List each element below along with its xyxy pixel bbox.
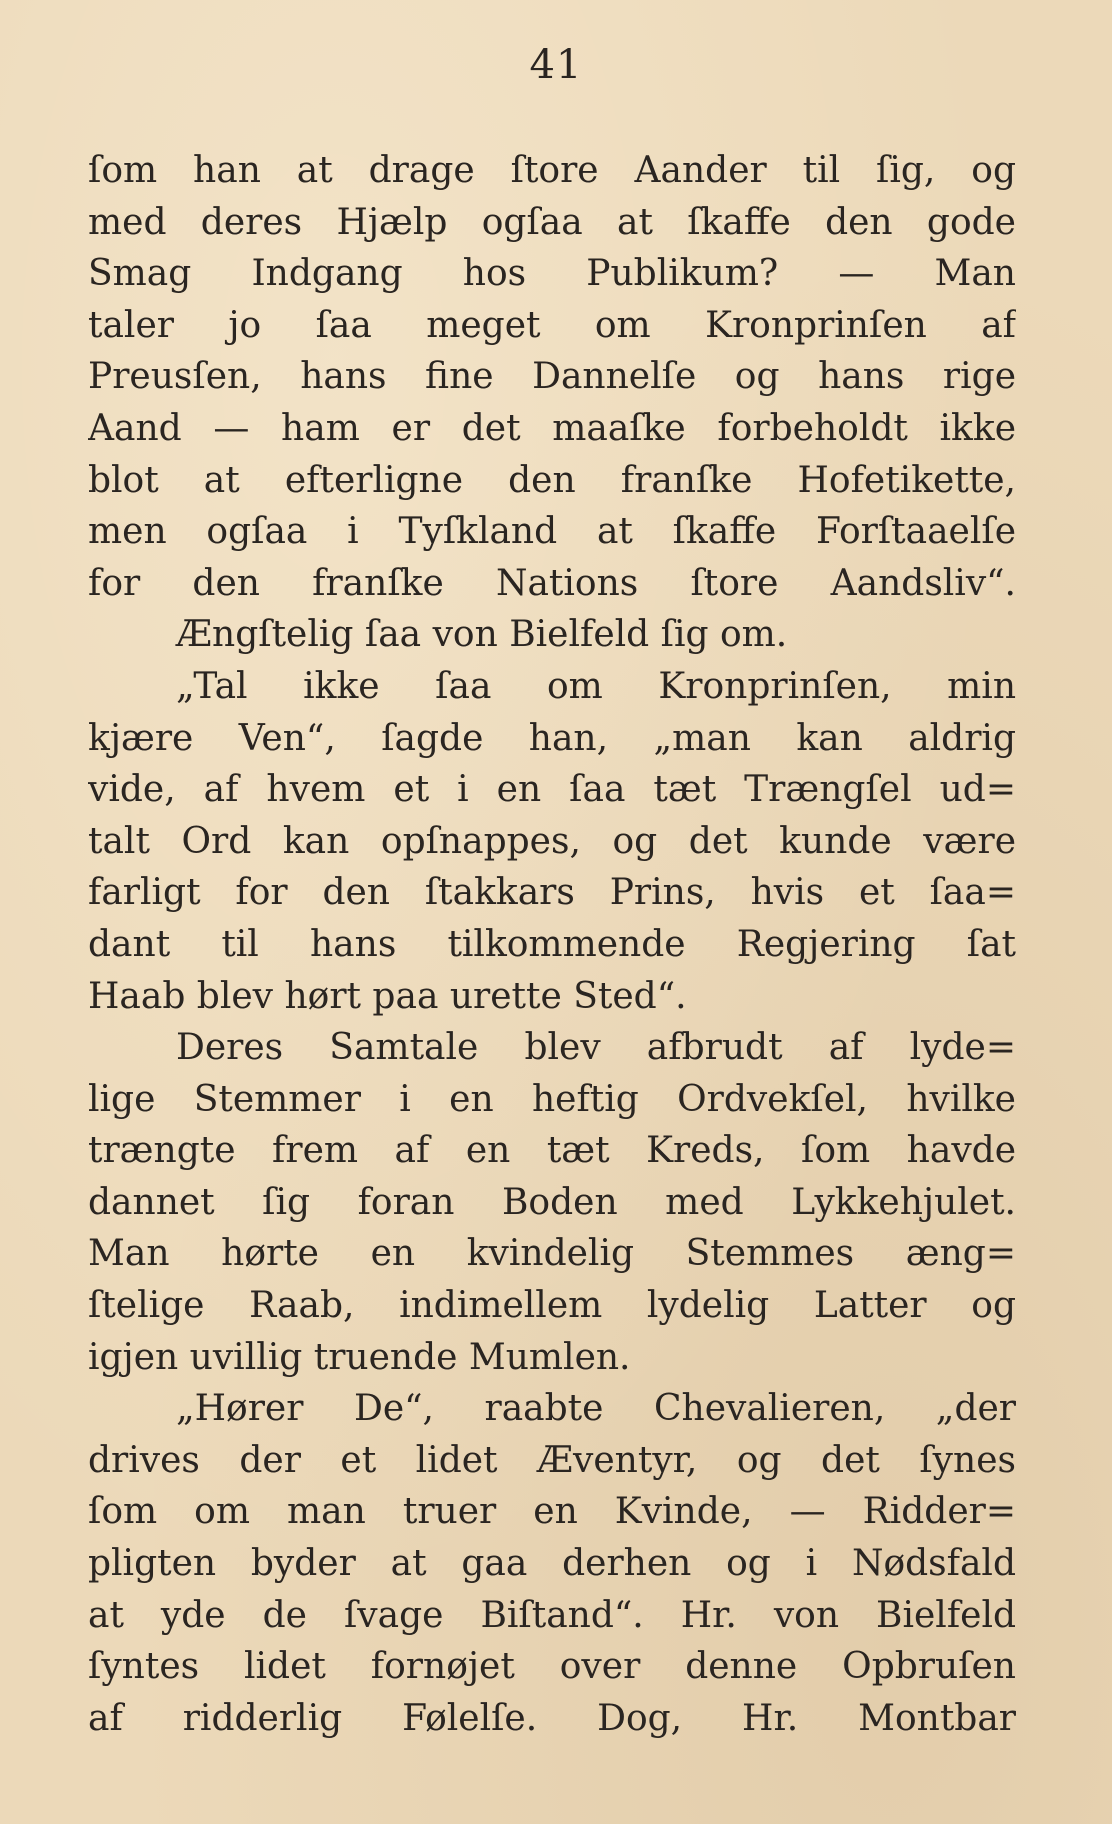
text-line: lige Stemmer i en heftig Ordvekſel, hvilke: [88, 1078, 1016, 1120]
text-line: ſom han at drage ſtore Aander til ſig, og: [88, 150, 1016, 191]
text-line: Smag Indgang hos Publikum? — Man: [88, 253, 1016, 295]
text-line: drives der et lidet Æventyr, og det ſynes: [88, 1439, 1016, 1481]
text-line: dant til hans tilkommende Regjering ſat: [88, 923, 1016, 965]
text-line: men ogſaa i Tyſkland at ſkaffe Forſtaaelſe: [88, 511, 1016, 553]
text-line: med deres Hjælp ogſaa at ſkaffe den gode: [88, 201, 1016, 243]
text-line: at yde de ſvage Biſtand“. Hr. von Bielfeld: [88, 1594, 1016, 1636]
text-line: for den franſke Nations ſtore Aandsliv“.: [88, 562, 1016, 604]
text-line: Preusſen, hans fine Dannelſe og hans rige: [88, 356, 1016, 398]
text-line: „Tal ikke ſaa om Kronprinſen, min: [176, 665, 1016, 707]
text-line: af ridderlig Følelſe. Dog, Hr. Montbar: [88, 1697, 1016, 1739]
text-line: Haab blev hørt paa urette Sted“.: [88, 975, 687, 1017]
text-line: ſyntes lidet fornøjet over denne Opbruſen: [88, 1646, 1016, 1688]
text-line: taler jo ſaa meget om Kronprinſen af: [88, 304, 1016, 346]
text-line: pligten byder at gaa derhen og i Nødsfald: [88, 1543, 1016, 1585]
text-line: igjen uvillig truende Mumlen.: [88, 1336, 631, 1378]
text-line: dannet ſig foran Boden med Lykkehjulet.: [88, 1181, 1016, 1223]
text-line: Aand — ham er det maaſke forbeholdt ikke: [88, 407, 1016, 449]
text-line: trængte frem af en tæt Kreds, ſom havde: [88, 1130, 1016, 1172]
text-line: kjære Ven“, ſagde han, „man kan aldrig: [88, 717, 1016, 759]
text-line: Ængſtelig ſaa von Bielfeld ſig om.: [176, 614, 788, 656]
text-line: blot at efterligne den franſke Hofetikette,: [88, 459, 1016, 501]
text-line: farligt for den ſtakkars Prins, hvis et ſaa=: [88, 872, 1016, 914]
text-line: ſom om man truer en Kvinde, — Ridder=: [88, 1491, 1016, 1533]
text-line: Man hørte en kvindelig Stemmes æng=: [88, 1233, 1016, 1275]
text-line: ſtelige Raab, indimellem lydelig Latter og: [88, 1285, 1016, 1327]
body-text: [88, 145, 1016, 1744]
text-line: Deres Samtale blev afbrudt af lyde=: [176, 1027, 1016, 1069]
text-line: talt Ord kan opſnappes, og det kunde være: [88, 820, 1016, 862]
page-number: 41: [529, 42, 583, 88]
text-line: vide, af hvem et i en ſaa tæt Trængſel ud=: [88, 769, 1016, 811]
text-line: „Hører De“, raabte Chevalieren, „der: [176, 1388, 1016, 1430]
